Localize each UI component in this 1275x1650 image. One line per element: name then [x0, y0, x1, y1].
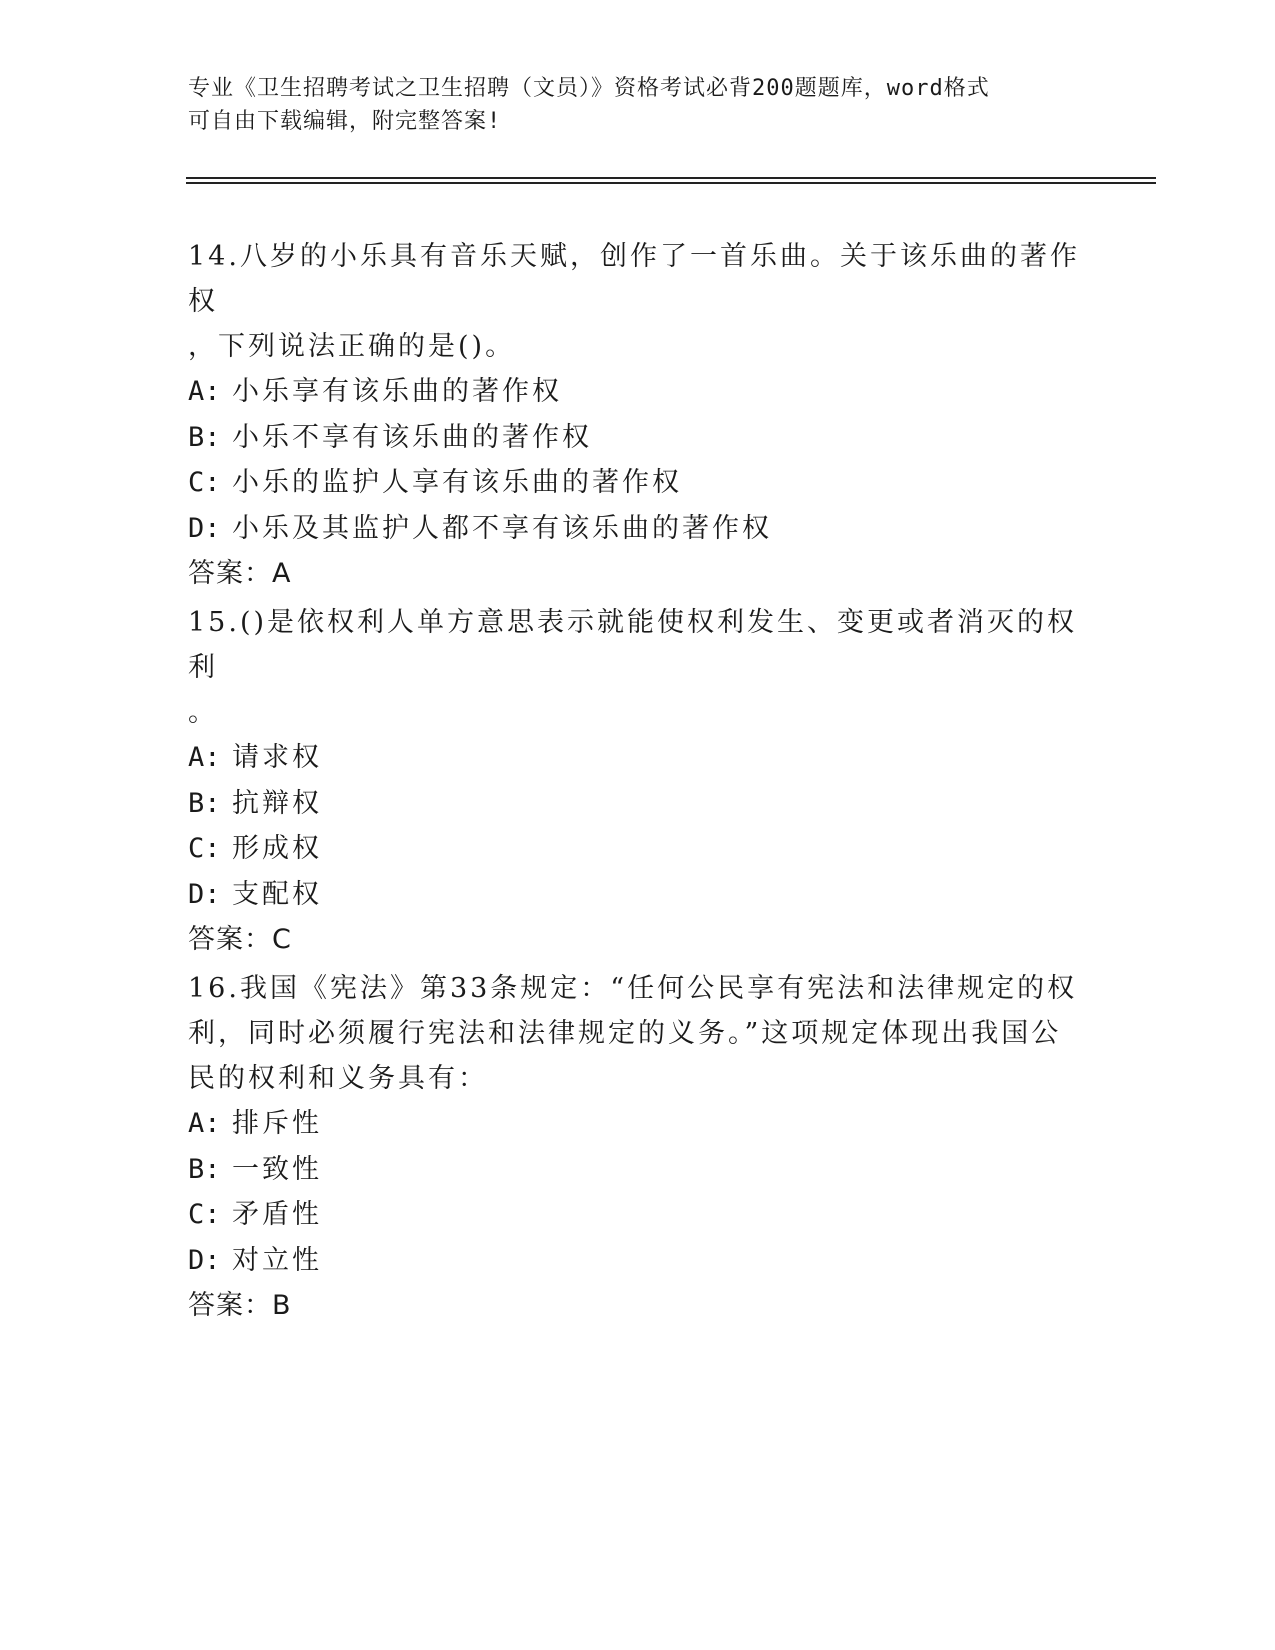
- header-divider-bottom: [186, 182, 1156, 184]
- option-text: 对立性: [232, 1244, 322, 1276]
- option-d: [188, 1238, 1088, 1284]
- option-key: C:: [188, 1199, 221, 1230]
- option-key: B:: [188, 421, 221, 453]
- header-line-1: 专业《卫生招聘考试之卫生招聘（文员）》资格考试必背200题题库，word格式: [188, 76, 990, 101]
- option-d: [188, 872, 1088, 918]
- option-key: D:: [188, 512, 221, 544]
- option-key: B:: [188, 1153, 221, 1185]
- question-stem-line: 15.()是依权利人单方意思表示就能使权利发生、变更或者消灭的权利: [188, 607, 1078, 683]
- option-b: [188, 415, 1088, 461]
- option-key: D:: [188, 1244, 221, 1276]
- answer-line: 答案：C: [188, 924, 292, 955]
- question-16: [188, 966, 1088, 1329]
- option-d: [188, 506, 1088, 552]
- question-stem-line: 14.八岁的小乐具有音乐天赋，创作了一首乐曲。关于该乐曲的著作权: [188, 241, 1080, 317]
- question-stem-line: 利，同时必须履行宪法和法律规定的义务。”这项规定体现出我国公: [188, 1018, 1062, 1049]
- option-key: A:: [188, 376, 221, 407]
- option-text: 排斥性: [232, 1108, 322, 1139]
- option-b: [188, 781, 1088, 827]
- question-14: [188, 234, 1088, 597]
- option-text: 支配权: [232, 878, 322, 910]
- option-a: [188, 369, 1088, 415]
- header-divider-top: [186, 177, 1156, 179]
- option-a: [188, 735, 1088, 781]
- option-text: 抗辩权: [232, 787, 322, 819]
- option-text: 请求权: [232, 742, 322, 773]
- option-key: A:: [188, 1108, 221, 1139]
- option-key: B:: [188, 787, 221, 819]
- question-stem-line: 民的权利和义务具有：: [188, 1063, 488, 1094]
- option-a: [188, 1101, 1088, 1147]
- option-b: [188, 1147, 1088, 1193]
- option-c: [188, 460, 1088, 506]
- option-text: 矛盾性: [232, 1199, 322, 1230]
- option-text: 小乐及其监护人都不享有该乐曲的著作权: [232, 512, 772, 544]
- option-c: [188, 1192, 1088, 1238]
- question-stem-line: 16.我国《宪法》第33条规定：“任何公民享有宪法和法律规定的权: [188, 973, 1078, 1004]
- question-stem-line: ，下列说法正确的是()。: [188, 331, 516, 362]
- document-header: [188, 72, 1088, 138]
- option-text: 小乐不享有该乐曲的著作权: [232, 421, 592, 453]
- option-text: 形成权: [232, 833, 322, 864]
- question-15: [188, 600, 1088, 963]
- option-key: C:: [188, 833, 221, 864]
- option-text: 一致性: [232, 1153, 322, 1185]
- answer-line: 答案：B: [188, 1290, 292, 1321]
- option-c: [188, 826, 1088, 872]
- option-text: 小乐的监护人享有该乐曲的著作权: [232, 467, 682, 498]
- answer-line: 答案：A: [188, 558, 292, 589]
- option-key: D:: [188, 878, 221, 910]
- option-text: 小乐享有该乐曲的著作权: [232, 376, 562, 407]
- option-key: A:: [188, 742, 221, 773]
- option-key: C:: [188, 467, 221, 498]
- header-line-2: 可自由下载编辑，附完整答案!: [188, 109, 502, 134]
- question-stem-line: 。: [188, 697, 218, 728]
